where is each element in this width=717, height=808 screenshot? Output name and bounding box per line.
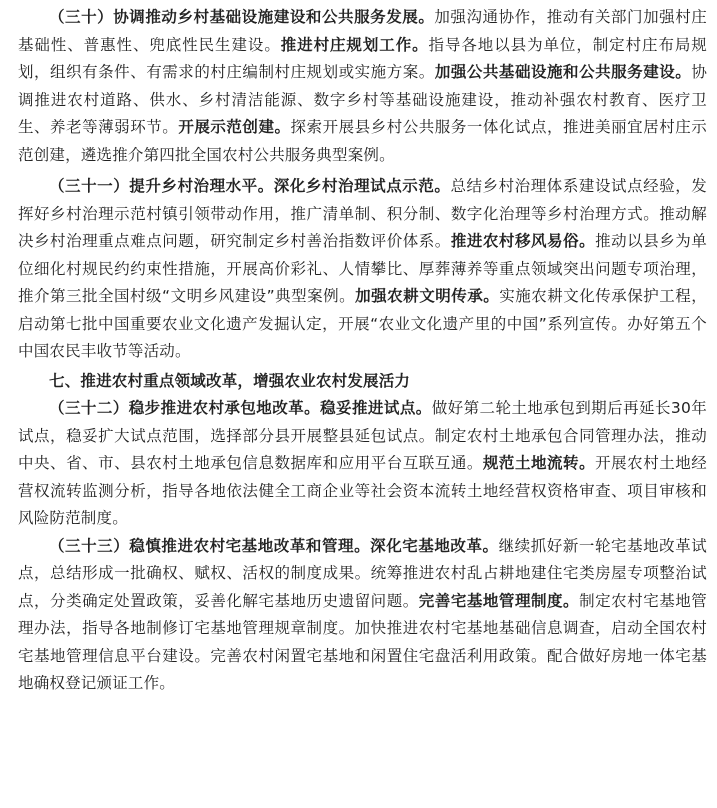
- para32-text-1: 做好第二轮土地承包到期后再延长30年试点，稳妥扩大试点范围，选择部分县开展整县延包试点。制定农村土地承包合同管理办法，推动中央、省、市、县农村土地承包信息数据库和应用平台互联互通。: [18, 399, 707, 472]
- para30-text-4: 探索开展县乡村公共服务一体化试点，推进美丽宜居村庄示范创建，遴选推介第四批全国农村公共服务典型案例。: [18, 118, 707, 164]
- para30-subtitle-demonstration: 开展示范创建。: [178, 118, 291, 136]
- para31-text-3: 实施农耕文化传承保护工程，启动第七批中国重要农业文化遗产发掘认定，开展“农业文化遗产里的中国”系列宣传。办好第五个中国农民丰收节等活动。: [18, 287, 707, 360]
- para30-subtitle-planning: 推进村庄规划工作。: [280, 35, 429, 54]
- paragraph-31: [18, 173, 707, 366]
- section-7-title: 七、推进农村重点领域改革，增强农业农村发展活力: [49, 371, 411, 390]
- para33-text-1: 继续抓好新一轮宅基地改革试点，总结形成一批确权、赋权、活权的制度成果。统筹推进农村乱占耕地建住宅类房屋专项整治试点，分类确定处置政策，妥善化解宅基地历史遗留问题。: [18, 536, 707, 610]
- para31-text-2: 推动以县乡为单位细化村规民约约束性措施，开展高价彩礼、人情攀比、厚葬薄养等重点领域突出问题专项治理，推介第三批全国村级“文明乡风建设”典型案例。: [18, 232, 707, 305]
- para32-title: （三十二）稳步推进农村承包地改革。稳妥推进试点。: [49, 399, 432, 417]
- para31-subtitle-farming-culture: 加强农耕文明传承。: [355, 287, 500, 305]
- para33-subtitle-homestead-system: 完善宅基地管理制度。: [418, 591, 580, 610]
- para30-title: （三十）协调推动乡村基础设施建设和公共服务发展。: [49, 8, 435, 26]
- para30-text-2: 指导各地以县为单位，制定村庄布局规划，组织有条件、有需求的村庄编制村庄规划或实施方案。: [18, 35, 707, 81]
- para31-text-1: 总结乡村治理体系建设试点经验，发挥好乡村治理示范村镇引领带动作用，推广清单制、积分制、数字化治理等乡村治理方式。推动解决乡村治理重点难点问题，研究制定乡村善治指数评价体系。: [18, 177, 707, 250]
- para30-text-1: 加强沟通协作，推动有关部门加强村庄基础性、普惠性、兜底性民生建设。: [18, 8, 707, 54]
- para30-text-3: 协调推进农村道路、供水、乡村清洁能源、数字乡村等基础设施建设，推动补强农村教育、医疗卫生、养老等薄弱环节。: [18, 63, 708, 136]
- para32-subtitle-land-transfer: 规范土地流转。: [482, 454, 596, 472]
- para32-text-2: 开展农村土地经营权流转监测分析，指导各地依法健全工商企业等社会资本流转土地经营权资格审查、项目审核和风险防范制度。: [18, 454, 707, 527]
- para31-subtitle-customs: 推进农村移风易俗。: [450, 232, 596, 250]
- para33-text-2: 制定农村宅基地管理办法，指导各地制修订宅基地管理规章制度。加快推进农村宅基地基础信息调查，启动全国农村宅基地管理信息平台建设。完善农村闲置宅基地和闲置住宅盘活利用政策。配合做好房地一体宅基地确权登记颁证工作。: [18, 591, 707, 692]
- para31-title: （三十一）提升乡村治理水平。深化乡村治理试点示范。: [49, 177, 451, 195]
- section-heading-7: [18, 368, 707, 396]
- paragraph-32: [18, 395, 707, 533]
- paragraph-33: [18, 533, 707, 698]
- para33-title: （三十三）稳慎推进农村宅基地改革和管理。深化宅基地改革。: [49, 536, 499, 555]
- para30-subtitle-infrastructure: 加强公共基础设施和公共服务建设。: [434, 63, 692, 81]
- paragraph-30: [18, 4, 707, 169]
